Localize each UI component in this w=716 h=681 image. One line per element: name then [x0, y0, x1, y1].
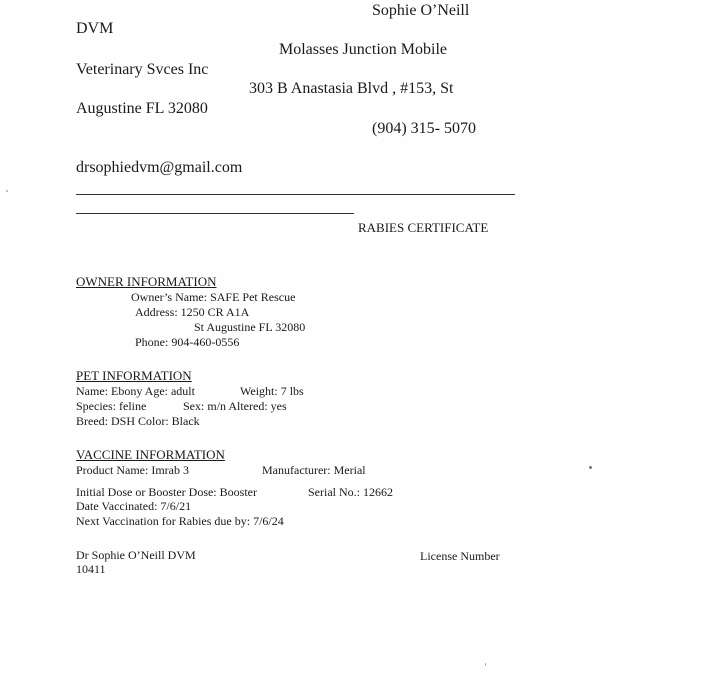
vet-credential: DVM	[76, 20, 114, 37]
address-line: 303 B Anastasia Blvd , #153, St	[249, 80, 454, 97]
pet-section-heading: PET INFORMATION	[76, 368, 192, 383]
business-type: Veterinary Svces Inc	[76, 61, 209, 78]
vaccine-product-name: Product Name: Imrab 3	[76, 463, 189, 477]
pet-weight: Weight: 7 lbs	[240, 384, 304, 398]
owner-section-heading: OWNER INFORMATION	[76, 274, 217, 289]
pet-sex-altered: Sex: m/n Altered: yes	[183, 399, 287, 413]
scan-speck	[589, 466, 592, 469]
vaccine-manufacturer: Manufacturer: Merial	[262, 463, 366, 477]
pet-species: Species: feline	[76, 399, 147, 413]
scan-speck	[6, 190, 8, 192]
owner-address-line-2: St Augustine FL 32080	[194, 320, 306, 334]
vaccine-dose-type: Initial Dose or Booster Dose: Booster	[76, 485, 257, 499]
header-divider-line-short	[76, 213, 354, 214]
pet-name-age: Name: Ebony Age: adult	[76, 384, 195, 398]
header-divider-line	[76, 194, 515, 195]
owner-name: Owner’s Name: SAFE Pet Rescue	[131, 290, 296, 304]
license-number-value: 10411	[76, 562, 106, 576]
scan-speck	[485, 663, 486, 666]
owner-phone: Phone: 904-460-0556	[135, 335, 240, 349]
vet-name: Sophie O’Neill	[372, 2, 470, 19]
signature-vet-name: Dr Sophie O’Neill DVM	[76, 548, 196, 562]
next-vaccination-due: Next Vaccination for Rabies due by: 7/6/24	[76, 514, 284, 528]
document-title: RABIES CERTIFICATE	[358, 220, 489, 235]
vaccine-serial-number: Serial No.: 12662	[308, 485, 393, 499]
vaccination-date: Date Vaccinated: 7/6/21	[76, 499, 192, 513]
license-number-label: License Number	[420, 549, 500, 563]
city-state-zip: Augustine FL 32080	[76, 100, 208, 117]
business-name: Molasses Junction Mobile	[279, 41, 447, 58]
email-address: drsophiedvm@gmail.com	[76, 159, 243, 176]
pet-breed-color: Breed: DSH Color: Black	[76, 414, 200, 428]
owner-address-line-1: Address: 1250 CR A1A	[135, 305, 250, 319]
vaccine-section-heading: VACCINE INFORMATION	[76, 447, 225, 462]
phone-number: (904) 315- 5070	[372, 120, 476, 137]
